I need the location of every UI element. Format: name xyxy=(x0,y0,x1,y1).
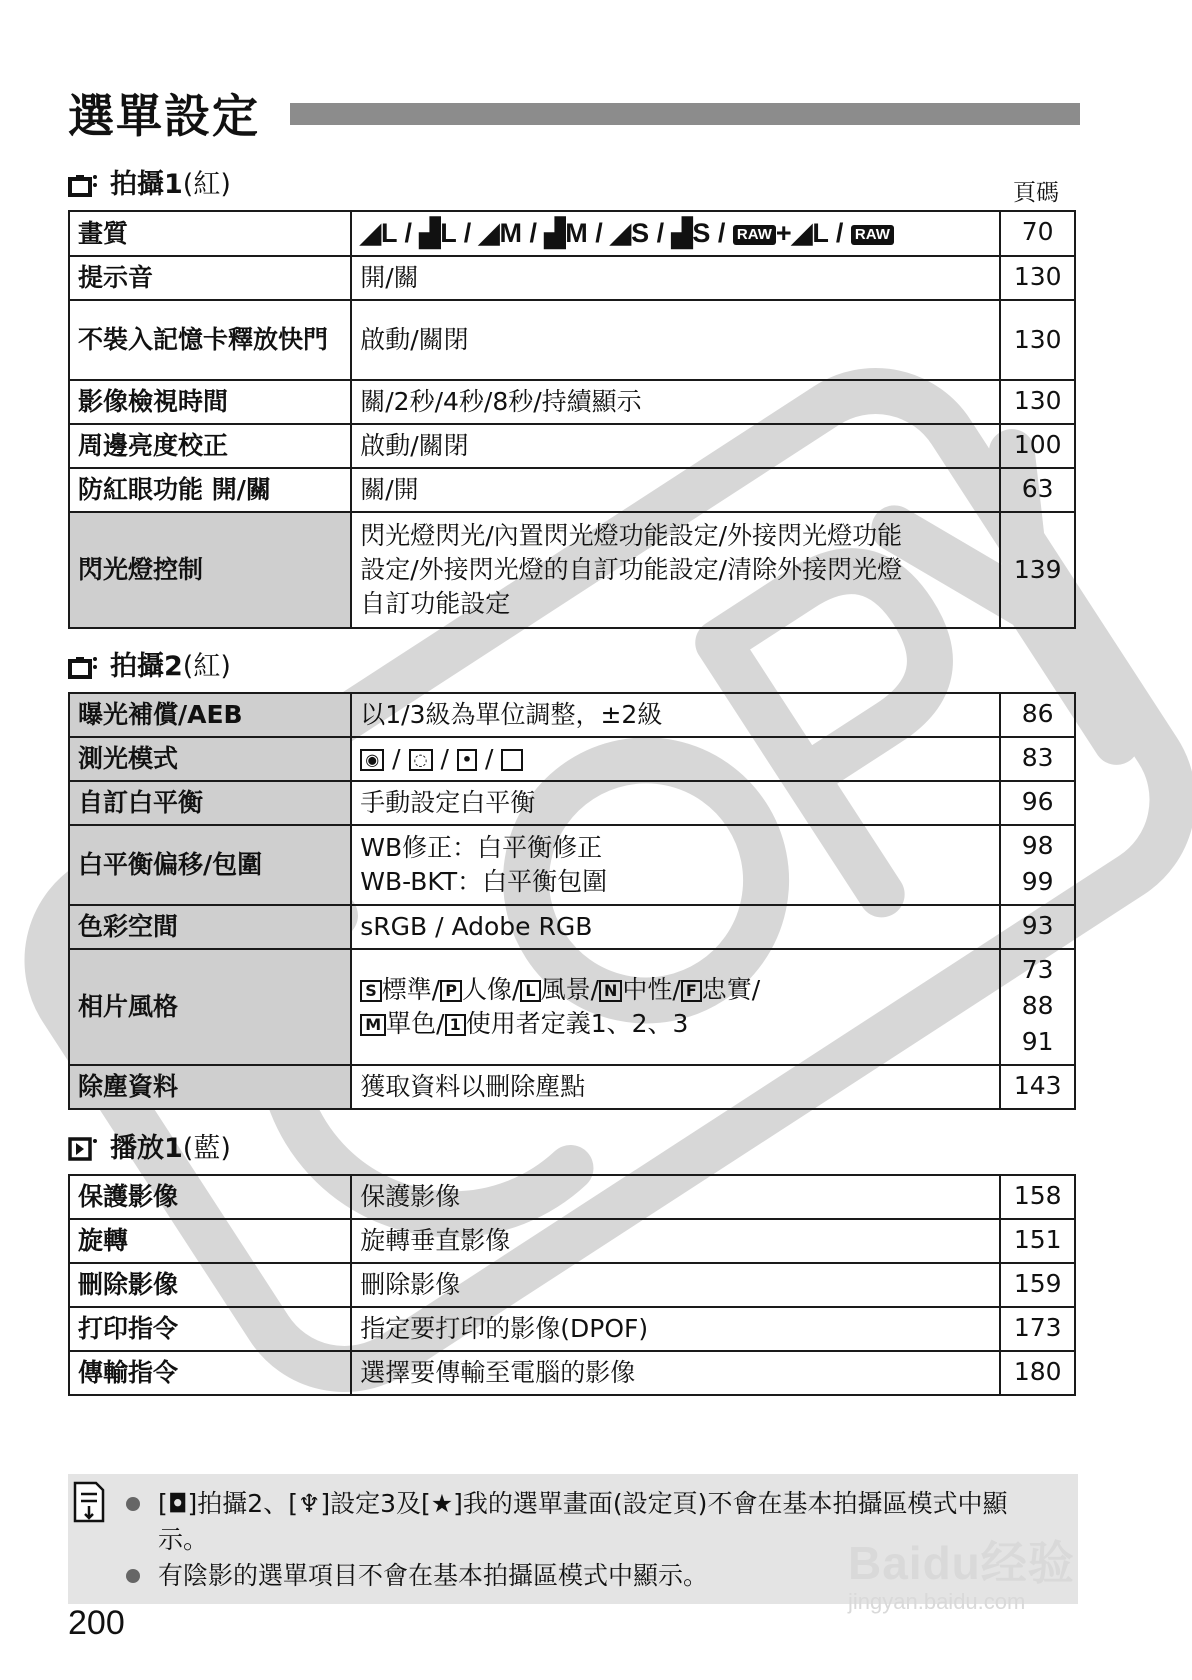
table-row xyxy=(69,468,1075,512)
row-page xyxy=(1000,512,1075,628)
page-ref: 180 xyxy=(1013,1357,1062,1386)
section-title-shoot2: 拍攝2 xyxy=(110,651,183,682)
picture-style-line: S 標準/ P 人像/ L 風景/ N 中性/ F 忠實/ xyxy=(360,973,991,1007)
setting-line: WB修正：白平衡修正 xyxy=(360,833,603,862)
row-page xyxy=(1000,1263,1075,1307)
page-ref: 73 xyxy=(1021,955,1054,984)
row-name: 打印指令 xyxy=(69,1307,351,1351)
row-setting: 關/2秒/4秒/8秒/持續顯示 xyxy=(351,380,1000,424)
row-page xyxy=(1000,905,1075,949)
row-setting: 手動設定白平衡 xyxy=(351,781,1000,825)
raw-icon: RAW xyxy=(851,225,894,245)
page-column-label: 頁碼 xyxy=(1013,180,1059,206)
row-setting: 獲取資料以刪除塵點 xyxy=(351,1065,1000,1109)
row-page xyxy=(1000,211,1075,256)
table-row xyxy=(69,949,1075,1065)
table-row xyxy=(69,905,1075,949)
row-setting xyxy=(351,512,1000,628)
style-neutral-icon: N xyxy=(599,980,622,1002)
baidu-logo: Baidu经验 xyxy=(848,1537,1075,1589)
row-name: 除塵資料 xyxy=(69,1065,351,1109)
row-page xyxy=(1000,300,1075,380)
menu-table-shoot1 xyxy=(68,210,1076,629)
row-setting: 指定要打印的影像(DPOF) xyxy=(351,1307,1000,1351)
row-name: 曝光補償/AEB xyxy=(69,693,351,737)
page-ref: 158 xyxy=(1013,1181,1062,1210)
row-name: 相片風格 xyxy=(69,949,351,1065)
section-color-shoot2: (紅) xyxy=(182,651,231,682)
evaluative-metering-icon: ◉ xyxy=(360,749,384,771)
page-ref: 88 xyxy=(1021,991,1054,1020)
table-row xyxy=(69,380,1075,424)
row-name: 測光模式 xyxy=(69,737,351,781)
table-row xyxy=(69,1175,1075,1219)
row-setting: 啟動/關閉 xyxy=(351,300,1000,380)
row-setting xyxy=(351,949,1000,1065)
table-row xyxy=(69,1351,1075,1395)
picture-style-line: M 單色/ 1 使用者定義1、2、3 xyxy=(360,1007,991,1041)
page-ref: 139 xyxy=(1013,555,1062,584)
table-row xyxy=(69,825,1075,905)
style-monochrome-icon: M xyxy=(360,1014,386,1036)
page-ref: 70 xyxy=(1021,217,1054,246)
partial-metering-icon: ◌ xyxy=(409,749,433,771)
row-setting xyxy=(351,825,1000,905)
row-setting: 關/開 xyxy=(351,468,1000,512)
row-setting xyxy=(351,211,1000,256)
row-name: 旋轉 xyxy=(69,1219,351,1263)
raw-icon: RAW xyxy=(733,225,776,245)
menu-table-shoot2 xyxy=(68,692,1076,1110)
row-page xyxy=(1000,737,1075,781)
setting-line: 設定/外接閃光燈的自訂功能設定/清除外接閃光燈 xyxy=(360,555,903,584)
section-header-play1 xyxy=(68,1132,231,1166)
row-setting xyxy=(351,737,1000,781)
style-faithful-icon: F xyxy=(681,980,702,1002)
table-row xyxy=(69,300,1075,380)
row-page xyxy=(1000,781,1075,825)
row-setting: 旋轉垂直影像 xyxy=(351,1219,1000,1263)
page-ref: 96 xyxy=(1021,787,1054,816)
table-row xyxy=(69,211,1075,256)
page-ref: 86 xyxy=(1021,699,1054,728)
row-name: 防紅眼功能 開/關 xyxy=(69,468,351,512)
playback-icon xyxy=(68,1135,98,1163)
row-name: 畫質 xyxy=(69,211,351,256)
page-title: 選單設定 xyxy=(68,89,260,143)
row-page xyxy=(1000,1175,1075,1219)
row-name: 周邊亮度校正 xyxy=(69,424,351,468)
row-page xyxy=(1000,949,1075,1065)
row-setting: 選擇要傳輸至電腦的影像 xyxy=(351,1351,1000,1395)
row-setting: 以1/3級為單位調整，±2級 xyxy=(351,693,1000,737)
row-name: 白平衡偏移/包圍 xyxy=(69,825,351,905)
table-row xyxy=(69,693,1075,737)
page-ref: 143 xyxy=(1013,1071,1062,1100)
row-page xyxy=(1000,1351,1075,1395)
style-user-defined-icon: 1 xyxy=(445,1014,466,1036)
page-ref: 130 xyxy=(1013,262,1062,291)
row-name: 色彩空間 xyxy=(69,905,351,949)
page-ref: 130 xyxy=(1013,325,1062,354)
baidu-watermark xyxy=(848,1538,1075,1616)
note-text: 有陰影的選單項目不會在基本拍攝區模式中顯示。 xyxy=(158,1561,709,1590)
row-setting: 保護影像 xyxy=(351,1175,1000,1219)
row-name: 自訂白平衡 xyxy=(69,781,351,825)
center-weighted-metering-icon xyxy=(501,749,522,771)
table-row xyxy=(69,512,1075,628)
section-header-shoot2 xyxy=(68,650,231,684)
menu-table-play1 xyxy=(68,1174,1076,1396)
page-ref: 91 xyxy=(1021,1027,1054,1056)
bullet-icon xyxy=(126,1497,140,1511)
row-setting: 開/關 xyxy=(351,256,1000,300)
page-ref: 130 xyxy=(1013,386,1062,415)
row-name: 閃光燈控制 xyxy=(69,512,351,628)
style-portrait-icon: P xyxy=(440,980,462,1002)
table-row xyxy=(69,1307,1075,1351)
row-page xyxy=(1000,380,1075,424)
row-name: 保護影像 xyxy=(69,1175,351,1219)
page-ref: 83 xyxy=(1021,743,1054,772)
row-name: 提示音 xyxy=(69,256,351,300)
row-page xyxy=(1000,1219,1075,1263)
setting-line: 閃光燈閃光/內置閃光燈功能設定/外接閃光燈功能 xyxy=(360,521,903,550)
row-page xyxy=(1000,1065,1075,1109)
style-landscape-icon: L xyxy=(520,980,540,1002)
metering-mode-icons: ◉ / ◌ / • / xyxy=(360,744,522,773)
note-icon xyxy=(72,1480,106,1524)
section-color-play1: (藍) xyxy=(182,1133,231,1164)
bullet-icon xyxy=(126,1569,140,1583)
row-setting: 刪除影像 xyxy=(351,1263,1000,1307)
style-standard-icon: S xyxy=(360,980,382,1002)
camera-icon xyxy=(68,653,98,681)
setting-line: 自訂功能設定 xyxy=(360,589,511,618)
table-row xyxy=(69,737,1075,781)
row-page xyxy=(1000,825,1075,905)
section-header-shoot1 xyxy=(68,168,231,202)
section-title-play1: 播放1 xyxy=(110,1133,183,1164)
row-name: 不裝入記憶卡釋放快門 xyxy=(69,300,351,380)
section-title-shoot1: 拍攝1 xyxy=(110,169,183,200)
page-ref: 159 xyxy=(1013,1269,1062,1298)
spot-metering-icon: • xyxy=(457,749,477,771)
row-page xyxy=(1000,424,1075,468)
image-quality-options: ◢L / ▟L / ◢M / ▟M / ◢S / ▟S / RAW +◢L / RAW xyxy=(360,218,894,248)
camera-icon xyxy=(68,171,98,199)
row-setting: sRGB / Adobe RGB xyxy=(351,905,1000,949)
page-ref: 100 xyxy=(1013,430,1062,459)
table-row xyxy=(69,781,1075,825)
row-page xyxy=(1000,1307,1075,1351)
row-name: 影像檢視時間 xyxy=(69,380,351,424)
setting-line: WB-BKT：白平衡包圍 xyxy=(360,867,608,896)
row-page xyxy=(1000,468,1075,512)
row-name: 刪除影像 xyxy=(69,1263,351,1307)
table-row xyxy=(69,1263,1075,1307)
table-row xyxy=(69,256,1075,300)
page-ref: 98 xyxy=(1021,831,1054,860)
table-row xyxy=(69,1219,1075,1263)
page-ref: 63 xyxy=(1021,474,1054,503)
row-page xyxy=(1000,693,1075,737)
row-setting: 啟動/關閉 xyxy=(351,424,1000,468)
page-ref: 173 xyxy=(1013,1313,1062,1342)
row-name: 傳輸指令 xyxy=(69,1351,351,1395)
page-number: 200 xyxy=(68,1604,125,1642)
page-ref: 151 xyxy=(1013,1225,1062,1254)
note-text: [◘]拍攝2、[♆]設定3及[★]我的選單畫面(設定頁)不會在基本拍攝區模式中顯示。 xyxy=(158,1489,1008,1554)
table-row xyxy=(69,1065,1075,1109)
baidu-url: jingyan.baidu.com xyxy=(848,1589,1026,1614)
page-ref: 99 xyxy=(1021,867,1054,896)
row-page xyxy=(1000,256,1075,300)
section-color-shoot1: (紅) xyxy=(182,169,231,200)
title-rule xyxy=(290,103,1080,125)
page-ref: 93 xyxy=(1021,911,1054,940)
table-row xyxy=(69,424,1075,468)
